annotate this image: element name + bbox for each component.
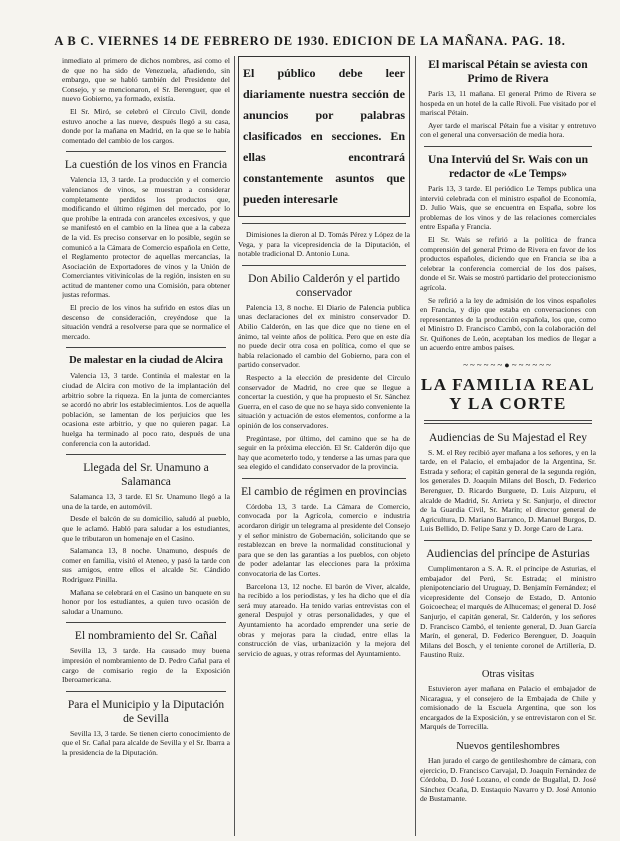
column-rule-right — [415, 56, 416, 836]
article-title-regimen: El cambio de régimen en provincias — [241, 485, 407, 498]
article-paragraph: Córdoba 13, 3 tarde. La Cámara de Comercio, convocada por la Agrícola, comercio e industria acordaron dirigir un telegrama al presidente del Consejo y el señor ministro de Gobernación, solicitando que se restablezcan en breve la normalidad constitucional y para que se den las garantías a los pueblos, con objeto de poder adelantar las elecciones para la próxima convocatoria de las Cortes. — [238, 501, 410, 579]
article-paragraph: Sevilla 13, 3 tarde. Ha causado muy buena impresión el nombramiento de D. Pedro Cañal para el cargo de comisario regio de la Exposición Iberoamericana. — [62, 646, 230, 685]
article-title-alcira: De malestar en la ciudad de Alcira — [69, 355, 223, 367]
article-paragraph: Mañana se celebrará en el Casino un banquete en su honor por los estudiantes, a quien tuvo ocasión de saludar a Unamuno. — [62, 587, 230, 616]
article-title-wais: Una Interviú del Sr. Wais con un redactor de «Le Temps» — [427, 153, 589, 180]
article-paragraph: S. M. el Rey recibió ayer mañana a los señores, y en la tarde, en el Palacio, el embajador de la Argentina, Sr. Estrada y señora; el capitán general de la segunda región, los generales D. Joaquín Milans del Bosch, D. Federico Berenguer, D. Ricardo Burguete, D. Luis Aizpuru, el alcalde de Madrid, Sr. Arrieta y Sr. Sanjurjo, el director de la Guardia Civil, Sr. Marín; el director general de Agricultura, D. Mariano Barranco, D. Manuel Burgos, D. Luis Bellido, D. Felipe Sanz y D. Jorge Caro de Lara. — [420, 447, 596, 534]
article-paragraph: Valencia 13, 3 tarde. La producción y el comercio valencianos de vinos, se muestran a considerar completamente perdidos los productos que, modificando el último régimen del mercado, por lo que prohíbe la entrada con aranceles excesivos, y que se manifestó en el cambio en la línea que a la cabeza de la vid. Es preciso conservar en lo posible, según se comunicó a la Cámara de Comercio española en Cette, el Reglamento protector de aquellas mercancías, la Asociación de Exportadores de vinos y la Unión de Comerciantes vitivinícolas de la región, insisten en su actitud de mantener como una Comisión, para obtener justas reformas. — [62, 175, 230, 300]
article-title-unamuno: Llegada del Sr. Unamuno a Salamanca — [83, 462, 209, 489]
article-title-petain: El mariscal Pétain se aviesta con Primo de Rivera — [428, 59, 588, 85]
article-paragraph: El Sr. Wais se refirió a la política de franca comprensión del general Primo de Rivera en favor de los productos españoles, diciendo que en Francia se iba a celebrar la conferencia comercial de los dos países, donde el Sr. Wais se mostró partidario del proteccionismo agrícola. — [420, 234, 596, 292]
article-paragraph: Cumplimentaron a S. A. R. el príncipe de Asturias, el embajador del Perú, Sr. Estrada; el ministro plenipotenciario del Uruguay, D. Benjamín Fernández; el vicepresidente del Consejo de Estado, D. Antonio Goicoechea; el marqués de Alhucemas; el general D. José Sanjurjo, el capitán general, Sr. Calderón, y los señores D. Francisco Cambó, el teniente general, D. Juan García Marín, el general, D. Federico Berenguer, D. Joaquín Milans del Bosch, y el teniente coronel de Artillería, D. Faustino Ruiz. — [420, 564, 596, 660]
column-1 — [62, 56, 230, 836]
divider — [66, 347, 226, 348]
divider — [66, 691, 226, 692]
article-paragraph: Desde el balcón de su domicilio, saludó al pueblo, que le aclamó. Habló para saludar a los estudiantes, que le tributaron un homenaje en el Casino. — [62, 514, 230, 543]
section-title-royal-family: LA FAMILIA REAL Y LA CORTE — [420, 374, 596, 413]
article-paragraph: Han jurado el cargo de gentileshombre de cámara, con ejercicio, D. Francisco Carvajal, D. Joaquín Fernández de Córdoba, D. José Lozano, el conde de Bugallal, D. José Sánchez Ocaña, D. Eustaquio Navarro y D. José Antonio de Bustamante. — [420, 755, 596, 804]
intro-paragraph: inmediato al primero de dichos nombres, así como el de que no ha sido de Venezuela, añadiendo, sin embargo, que se habló también del Presidente del Consejo, y se mencionaron, el Sr. Berenguer, que el nuevo Gobierno, ya formado, existía. — [62, 56, 230, 104]
article-title-audiencias-principe: Audiencias del príncipe de Asturias — [426, 548, 590, 560]
divider — [242, 265, 406, 266]
article-title-canal: El nombramiento del Sr. Cañal — [74, 630, 218, 643]
article-paragraph: París 13, 11 mañana. El general Primo de Rivera se hospeda en un hotel de la calle Rivoli. Fue visitado por el mariscal Pétain. — [420, 89, 596, 118]
article-paragraph: Palencia 13, 8 noche. El Diario de Palencia publica unas declaraciones del ex ministro conservador D. Abilio Calderón, en las que dice que no tiene en el ánimo, tal veinte años de política. Pero que en este día no puede decir otra cosa en política, como el que se había relacionado el cambio del Gobierno, para con el partido conservador. — [238, 302, 410, 370]
article-paragraph: El precio de los vinos ha sufrido en estos días un descenso de consideración, creyéndose que la situación vendrá a resolverse para que se normalice el mercado. — [62, 303, 230, 341]
divider — [424, 540, 592, 541]
intro-paragraph-2: El Sr. Miró, se celebró el Círculo Civil, donde estuvo anoche a las nueve, después llegó a su casa, donde por la mañana en Madrid, en la que se le había comentado del cambio de los cargos. — [62, 106, 230, 145]
article-title-wines: La cuestión de los vinos en Francia — [64, 159, 228, 172]
article-paragraph: Salamanca 13, 3 tarde. El Sr. Unamuno llegó a la una de la tarde, en automóvil. — [62, 492, 230, 511]
article-paragraph: Respecto a la elección de presidente del Círculo conservador de Madrid, no cree que se llegue a concertar la cuestión, y que ha propuesto el Sr. Sánchez Guerra, en el caso de que no se haya sido conveniente la situación y actuación de estos elementos, conforme a la opinión de los conservadores. — [238, 372, 410, 430]
article-paragraph: Barcelona 13, 12 noche. El barón de Viver, alcalde, ha recibido a los periodistas, y les ha dicho que el día será muy atareado. Ha tenido varias entrevistas con el general Despujol y otras personalidades, y que el Ayuntamiento ha acordado emprender una serie de obras y mejoras para la ciudad, entre ellas la construcción de vías, urbanización y la mejora del servicio de aguas, y otras reformas del Ayuntamiento. — [238, 581, 410, 658]
double-divider — [424, 420, 592, 424]
divider — [66, 622, 226, 623]
article-paragraph: Estuvieron ayer mañana en Palacio el embajador de Nicaragua, y el consejero de la Embajada de Chile y comisionado de la Escuela Argentina, que son los encargados de la Exposición, y se entrevistaron con el Sr. Marqués de Torrecilla. — [420, 683, 596, 732]
article-title-calderon: Don Abilio Calderón y el partido conservador — [248, 272, 400, 299]
column-2 — [238, 56, 410, 836]
column-3 — [420, 56, 596, 836]
classified-ad-text: El público debe leer diariamente nuestra sección de anuncios por palabras clasificados en secciones. En ellas encontrará constantemente asuntos que pueden interesarle — [243, 66, 405, 206]
article-title-gentileshombres: Nuevos gentileshombres — [456, 740, 560, 752]
divider — [242, 478, 406, 479]
divider — [424, 146, 592, 147]
article-paragraph: Valencia 13, 3 tarde. Continúa el malestar en la ciudad de Alcira con motivo de la implantación del arbitrio sobre la riqueza. En la junta de comerciantes se acordó no abrir los establecimientos. Los de aquella población, se lamentan de los perjuicios que les ocasiona este arbitrio, y que no quieren pagar. La huelga ha terminado al poco rato, después de una conferencia con la autoridad. — [62, 371, 230, 448]
article-paragraph: París 13, 3 tarde. El periódico Le Temps publica una interviú celebrada con el ministro español de Economía, D. Julio Wais, que se encuentra en España, sobre los problemas de los vinos y de las relaciones comerciales entre España y Francia. — [420, 183, 596, 232]
page-header: A B C. VIERNES 14 DE FEBRERO DE 1930. EDICION DE LA MAÑANA. PAG. 18. — [54, 34, 566, 48]
article-title-sevilla: Para el Municipio y la Diputación de Sevilla — [67, 698, 225, 725]
divider — [242, 223, 406, 224]
classified-ad-box — [238, 56, 410, 217]
article-paragraph: Dimisiones la dieron al D. Tomás Pérez y López de la Vega, y para la vicepresidencia de la Diputación, el notable tradicional D. Antonio Luna. — [238, 230, 410, 259]
article-title-audiencias-rey: Audiencias de Su Majestad el Rey — [428, 431, 588, 444]
column-rule-left — [234, 56, 235, 836]
article-paragraph: Sevilla 13, 3 tarde. Se tienen cierto conocimiento de que el Sr. Cañal para alcalde de Sevilla y el Sr. Ibarra a la presidencia de la Diputación. — [62, 728, 230, 757]
article-paragraph: Ayer tarde el mariscal Pétain fue a visitar y entretuvo con el general una conversación de media hora. — [420, 120, 596, 140]
article-paragraph: Se refirió a la ley de admisión de los vinos españoles en Francia, y dijo que estaba en conversaciones con representantes de la producción española, los que, como el Ministro D. Francisco Cambó, con la colaboración del Sr. Quiñones de León, aceptaban los medios de llegar a un acuerdo entre ambos países. — [420, 295, 596, 353]
divider — [66, 454, 226, 455]
article-paragraph: Salamanca 13, 8 noche. Unamuno, después de comer en familia, visitó el Ateneo, y pasó la tarde con sus amigos, entre ellos el alcalde Sr. Cándido Rodríguez Pinilla. — [62, 546, 230, 584]
ornament-divider: ~~~~~~●~~~~~~ — [463, 360, 553, 371]
article-title-otras-visitas: Otras visitas — [481, 668, 535, 680]
divider — [66, 151, 226, 152]
article-paragraph: Pregúntase, por último, del camino que se ha de seguir en la próxima elección. El Sr. Calderón dijo que hay que acometerlo todo, y tenderse a las urnas para que sea elegido el candidato conservador de la provincia. — [238, 433, 410, 472]
